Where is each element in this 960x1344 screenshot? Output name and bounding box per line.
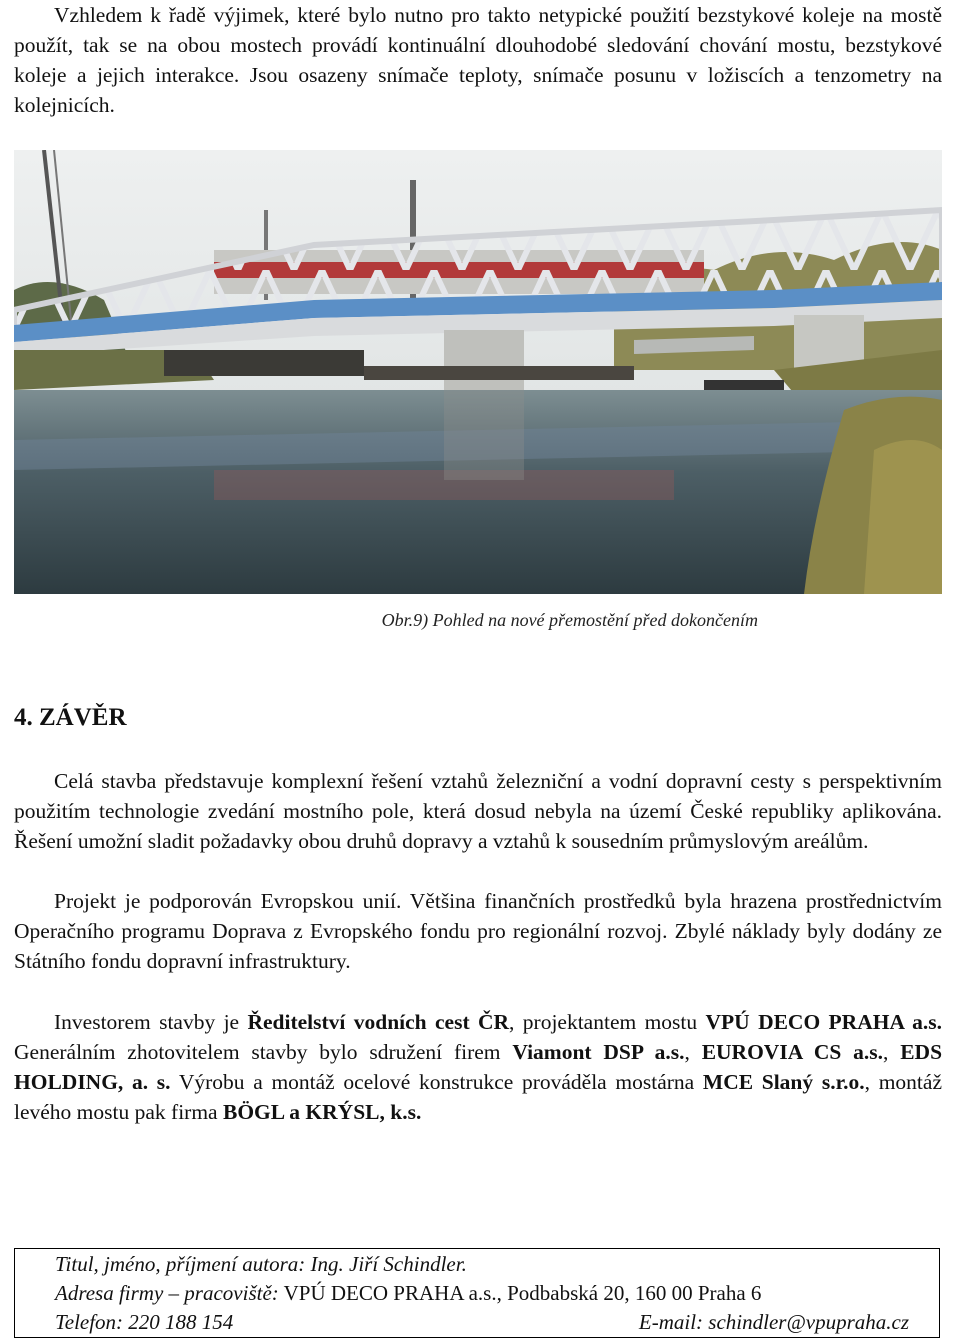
author-footer-box bbox=[14, 1248, 940, 1338]
intro-paragraph: Vzhledem k řadě výjimek, které bylo nutno pro takto netypické použití bezstykové koleje na mostě použít, tak se na obou mostech provádí kontinuální dlouhodobé sledování chování mostu, bezstykové koleje a jejich interakce. Jsou osazeny snímače teploty, snímače posunu v ložiscích a tenzometry na kolejnicích. bbox=[14, 3, 942, 117]
footer-author-line bbox=[55, 1249, 909, 1279]
p3-text-4: , bbox=[684, 1040, 702, 1064]
conclusion-paragraph-2: Projekt je podporován Evropskou unií. Většina finančních prostředků byla hrazena prostřednictvím Operačního programu Doprava z Evropského fondu pro regionální rozvoj. Zbylé náklady byly dodány ze Státního fondu dopravní infrastruktury. bbox=[14, 889, 942, 973]
p3-text-1: Investorem stavby je bbox=[54, 1010, 248, 1034]
contractor-1: Viamont DSP a.s. bbox=[512, 1040, 685, 1064]
footer-email: E-mail: schindler@vpupraha.cz bbox=[638, 1310, 909, 1334]
p3-text-3: Generálním zhotovitelem stavby bylo sdružení firem bbox=[14, 1040, 513, 1064]
conclusion-paragraph-3 bbox=[14, 1007, 942, 1127]
footer-contact-line bbox=[55, 1307, 909, 1337]
section-heading: 4. ZÁVĚR bbox=[14, 704, 127, 731]
contractor-2: EUROVIA CS a.s. bbox=[701, 1040, 884, 1064]
left-bridge-erector: BÖGL a KRÝSL, k.s. bbox=[222, 1100, 422, 1124]
steel-fabricator: MCE Slaný s.r.o. bbox=[702, 1070, 865, 1094]
p3-text-2: , projektantem mostu bbox=[509, 1010, 706, 1034]
p3-text-6: Výrobu a montáž ocelové konstrukce prováděla mostárna bbox=[170, 1070, 703, 1094]
footer-address-label: Adresa firmy – pracoviště: bbox=[55, 1281, 279, 1305]
footer-author: Titul, jméno, příjmení autora: Ing. Jiří Schindler. bbox=[55, 1252, 467, 1276]
designer-name: VPÚ DECO PRAHA a.s. bbox=[705, 1010, 943, 1034]
footer-address-line bbox=[55, 1278, 909, 1308]
bridge-photo-illustration bbox=[14, 150, 942, 594]
bridge-photo bbox=[14, 150, 942, 594]
p3-text-5: , bbox=[883, 1040, 901, 1064]
footer-address-value: VPÚ DECO PRAHA a.s., Podbabská 20, 160 00 Praha 6 bbox=[278, 1281, 762, 1305]
conclusion-paragraph-1: Celá stavba představuje komplexní řešení vztahů železniční a vodní dopravní cesty s perspektivním použitím technologie zvedání mostního pole, která dosud nebyla na území České republiky aplikována. Řešení umožní sladit požadavky obou druhů dopravy a vztahů k sousedním průmyslovým areálům. bbox=[14, 769, 942, 853]
p3-text-7: , montáž levého mostu pak firma bbox=[14, 1070, 942, 1124]
investor-name: Ředitelství vodních cest ČR bbox=[247, 1010, 510, 1034]
contractor-3: EDS HOLDING, a. s. bbox=[14, 1040, 943, 1094]
figure-caption: Obr.9) Pohled na nové přemostění před dokončením bbox=[381, 610, 758, 630]
footer-phone: Telefon: 220 188 154 bbox=[55, 1310, 234, 1334]
